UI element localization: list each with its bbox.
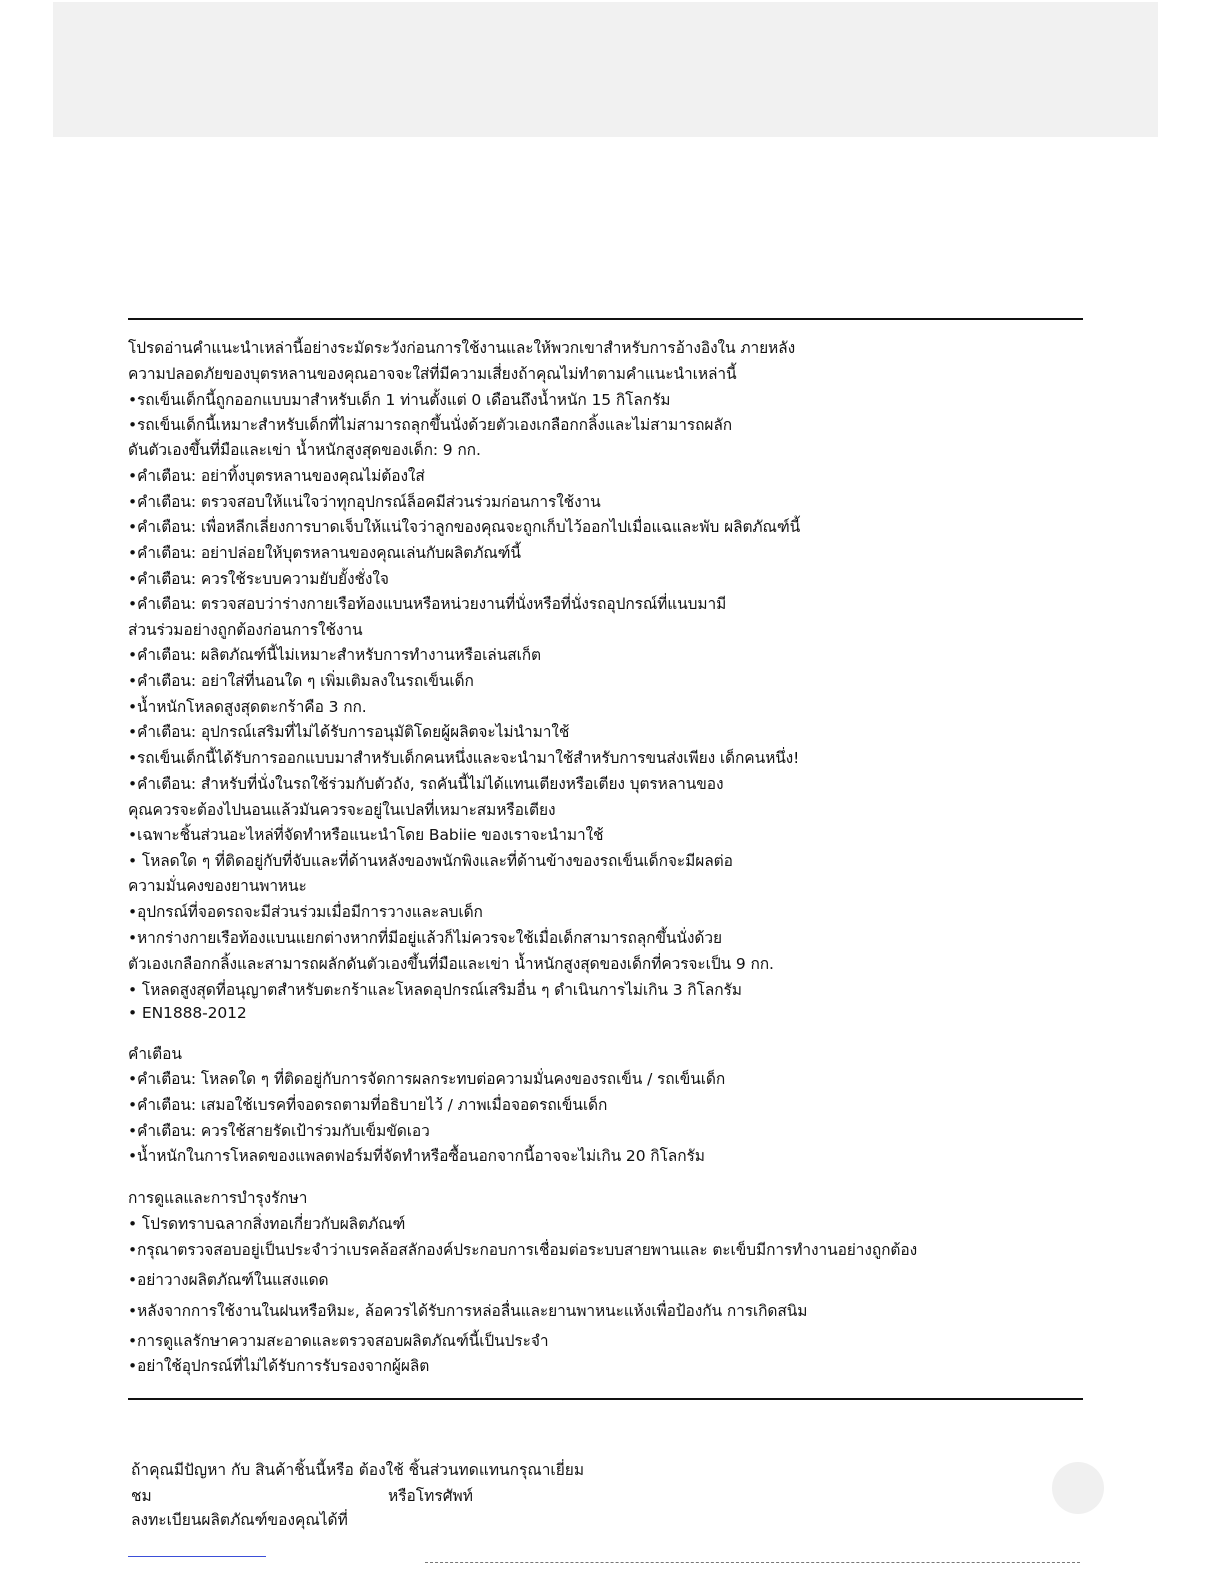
- instruction-line: ความมั่นคงของยานพาหนะ: [128, 877, 307, 895]
- instruction-line: • EN1888-2012: [128, 1004, 247, 1022]
- bottom-divider: [128, 1398, 1083, 1400]
- instruction-line: •คำเตือน: สำหรับที่นั่งในรถใช้ร่วมกับตัวถัง, รถคันนี้ไม่ได้แทนเตียงหรือเตียง บุตรหลานของ: [128, 775, 724, 793]
- instruction-line: •หากร่างกายเรือท้องแบนแยกต่างหากที่มีอยู่แล้วก็ไม่ควรจะใช้เมื่อเด็กสามารถลุกขึ้นนั่งด้วย: [128, 929, 722, 947]
- instruction-line: ดันตัวเองขึ้นที่มือและเข่า น้ำหนักสูงสุดของเด็ก: 9 กก.: [128, 441, 481, 459]
- instruction-line: •รถเข็นเด็กนี้ถูกออกแบบมาสำหรับเด็ก 1 ท่านตั้งแต่ 0 เดือนถึงน้ำหนัก 15 กิโลกรัม: [128, 391, 671, 409]
- footer-contact-line: ถ้าคุณมีปัญหา กับ สินค้าชิ้นนี้หรือ ต้องใช้ ชิ้นส่วนทดแทนกรุณาเยี่ยม: [131, 1461, 585, 1479]
- instruction-line: คำเตือน: [128, 1045, 182, 1063]
- dashed-separator: [425, 1562, 1080, 1563]
- page-number-circle: [1052, 1462, 1104, 1514]
- instruction-line: • โหลดใด ๆ ที่ติดอยู่กับที่จับและที่ด้านหลังของพนักพิงและที่ด้านข้างของรถเข็นเด็กจะมีผลต่อ: [128, 852, 733, 870]
- instruction-line: โปรดอ่านคำแนะนำเหล่านี้อย่างระมัดระวังก่อนการใช้งานและให้พวกเขาสำหรับการอ้างอิงใน ภายหลัง: [128, 339, 796, 357]
- footer-register-line: ลงทะเบียนผลิตภัณฑ์ของคุณได้ที่: [131, 1511, 348, 1529]
- instruction-line: •รถเข็นเด็กนี้เหมาะสำหรับเด็กที่ไม่สามารถลุกขึ้นนั่งด้วยตัวเองเกลือกกลิ้งและไม่สามารถผลัก: [128, 416, 733, 434]
- instruction-line: •รถเข็นเด็กนี้ได้รับการออกแบบมาสำหรับเด็กคนหนึ่งและจะนำมาใช้สำหรับการขนส่งเพียง เด็กคนหนึ่ง!: [128, 749, 800, 767]
- instruction-line: •คำเตือน: อุปกรณ์เสริมที่ไม่ได้รับการอนุมัติโดยผู้ผลิตจะไม่นำมาใช้: [128, 723, 570, 741]
- instruction-line: • โหลดสูงสุดที่อนุญาตสำหรับตะกร้าและโหลดอุปกรณ์เสริมอื่น ๆ ดำเนินการไม่เกิน 3 กิโลกรัม: [128, 981, 742, 999]
- instruction-line: •คำเตือน: ตรวจสอบว่าร่างกายเรือท้องแบนหรือหน่วยงานที่นั่งหรือที่นั่งรถอุปกรณ์ที่แนบมามี: [128, 595, 727, 613]
- instruction-line: •คำเตือน: อย่าทิ้งบุตรหลานของคุณไม่ต้องใส่: [128, 467, 425, 485]
- instruction-line: •คำเตือน: อย่าใส่ที่นอนใด ๆ เพิ่มเติมลงในรถเข็นเด็ก: [128, 672, 474, 690]
- instruction-line: •คำเตือน: เพื่อหลีกเลี่ยงการบาดเจ็บให้แน่ใจว่าลูกของคุณจะถูกเก็บไว้ออกไปเมื่อแฉและพับ ผลิตภัณฑ์นี้: [128, 518, 801, 536]
- footer-visit-label: ชม: [131, 1487, 152, 1505]
- instruction-line: •คำเตือน: เสมอใช้เบรคที่จอดรถตามที่อธิบายไว้ / ภาพเมื่อจอดรถเข็นเด็ก: [128, 1096, 608, 1114]
- top-divider: [128, 318, 1083, 320]
- instruction-line: ตัวเองเกลือกกลิ้งและสามารถผลักดันตัวเองขึ้นที่มือและเข่า น้ำหนักสูงสุดของเด็กที่ควรจะเป็น 9 กก.: [128, 955, 774, 973]
- instruction-line: •การดูแลรักษาความสะอาดและตรวจสอบผลิตภัณฑ์นี้เป็นประจำ: [128, 1332, 549, 1350]
- instruction-line: •คำเตือน: ผลิตภัณฑ์นี้ไม่เหมาะสำหรับการทำงานหรือเล่นสเก็ต: [128, 646, 542, 664]
- instruction-line: •อย่าใช้อุปกรณ์ที่ไม่ได้รับการรับรองจากผู้ผลิต: [128, 1357, 430, 1375]
- website-link-underline[interactable]: [128, 1556, 266, 1557]
- instruction-line: คุณควรจะต้องไปนอนแล้วมันควรจะอยู่ในเปลที่เหมาะสมหรือเตียง: [128, 801, 556, 819]
- instruction-line: •เฉพาะชิ้นส่วนอะไหล่ที่จัดทำหรือแนะนำโดย Babiie ของเราจะนำมาใช้: [128, 826, 604, 844]
- instruction-line: •น้ำหนักโหลดสูงสุดตะกร้าคือ 3 กก.: [128, 698, 367, 716]
- instruction-line: การดูแลและการบำรุงรักษา: [128, 1189, 308, 1207]
- instruction-line: •คำเตือน: ควรใช้ระบบความยับยั้งชั่งใจ: [128, 570, 389, 588]
- instruction-line: •คำเตือน: ตรวจสอบให้แน่ใจว่าทุกอุปกรณ์ล็อคมีส่วนร่วมก่อนการใช้งาน: [128, 493, 601, 511]
- instruction-line: •หลังจากการใช้งานในฝนหรือหิมะ, ล้อควรได้รับการหล่อลื่นและยานพาหนะแห้งเพื่อป้องกัน การเกิดสนิม: [128, 1302, 808, 1320]
- header-placeholder-band: [53, 2, 1158, 137]
- instruction-line: •คำเตือน: โหลดใด ๆ ที่ติดอยู่กับการจัดการผลกระทบต่อความมั่นคงของรถเข็น / รถเข็นเด็ก: [128, 1070, 726, 1088]
- footer-phone-label: หรือโทรศัพท์: [388, 1487, 473, 1505]
- instruction-line: •อุปกรณ์ที่จอดรถจะมีส่วนร่วมเมื่อมีการวางและลบเด็ก: [128, 903, 483, 921]
- instruction-line: • โปรดทราบฉลากสิ่งทอเกี่ยวกับผลิตภัณฑ์: [128, 1215, 406, 1233]
- instruction-line: •กรุณาตรวจสอบอยู่เป็นประจำว่าเบรคล้อสลักองค์ประกอบการเชื่อมต่อระบบสายพานและ ตะเข็บมีการทำงานอย่างถูกต้อง: [128, 1241, 918, 1259]
- instruction-line: •อย่าวางผลิตภัณฑ์ในแสงแดด: [128, 1271, 329, 1289]
- instruction-line: ส่วนร่วมอย่างถูกต้องก่อนการใช้งาน: [128, 621, 363, 639]
- instruction-line: ความปลอดภัยของบุตรหลานของคุณอาจจะใส่ที่มีความเสี่ยงถ้าคุณไม่ทำตามคำแนะนำเหล่านี้: [128, 365, 737, 383]
- instruction-line: •คำเตือน: อย่าปล่อยให้บุตรหลานของคุณเล่นกับผลิตภัณฑ์นี้: [128, 544, 521, 562]
- instruction-line: •คำเตือน: ควรใช้สายรัดเป้าร่วมกับเข็มขัดเอว: [128, 1122, 430, 1140]
- instruction-line: •น้ำหนักในการโหลดของแพลตฟอร์มที่จัดทำหรือซื้อนอกจากนี้อาจจะไม่เกิน 20 กิโลกรัม: [128, 1147, 705, 1165]
